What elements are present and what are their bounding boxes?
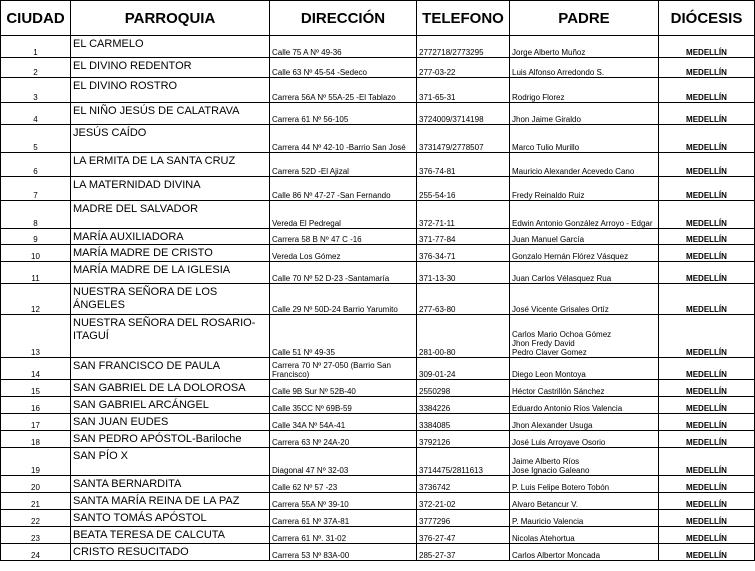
- table-row: [1, 358, 755, 380]
- cell-padre: [510, 36, 659, 58]
- cell-direccion: Calle 70 Nº 52 D-23 -Santamaría: [270, 262, 417, 284]
- table-row: [1, 36, 755, 58]
- cell-padre: [510, 229, 659, 245]
- padre-name: Carlos Albertor Moncada: [512, 551, 601, 560]
- cell-padre: [510, 177, 659, 201]
- cell-telefono: 376-74-81: [417, 153, 510, 177]
- padre-name: Pedro Claver Gomez: [512, 348, 587, 357]
- cell-telefono: 277-03-22: [417, 58, 510, 78]
- cell-direccion: Carrera 55A Nº 39-10: [270, 493, 417, 510]
- table-body: [1, 36, 755, 561]
- cell-diocesis: MEDELLÍN: [659, 229, 755, 245]
- cell-parroquia: LA MATERNIDAD DIVINA: [71, 177, 270, 201]
- cell-parroquia: EL DIVINO ROSTRO: [71, 78, 270, 103]
- cell-padre: [510, 153, 659, 177]
- cell-parroquia: SAN PEDRO APÓSTOL-Bariloche: [71, 431, 270, 448]
- padre-name: Alvaro Betancur V.: [512, 500, 578, 509]
- header-telefono: TELEFONO: [417, 1, 510, 36]
- cell-diocesis: MEDELLÍN: [659, 153, 755, 177]
- cell-direccion: Calle 62 Nº 57 -23: [270, 476, 417, 493]
- cell-telefono: 376-34-71: [417, 245, 510, 262]
- cell-direccion: Carrera 61 Nº 37A-81: [270, 510, 417, 527]
- header-padre: PADRE: [510, 1, 659, 36]
- cell-n: 12: [1, 284, 71, 315]
- padre-name: Jhon Alexander Usuga: [512, 421, 593, 430]
- cell-padre: [510, 262, 659, 284]
- cell-parroquia: EL CARMELO: [71, 36, 270, 58]
- cell-parroquia: SANTA MARÍA REINA DE LA PAZ: [71, 493, 270, 510]
- table-row: [1, 153, 755, 177]
- cell-parroquia: SAN PÍO X: [71, 448, 270, 476]
- cell-n: 7: [1, 177, 71, 201]
- cell-n: 22: [1, 510, 71, 527]
- cell-telefono: 3384226: [417, 397, 510, 414]
- padre-name: Gonzalo Hernán Flórez Vásquez: [512, 252, 629, 261]
- cell-n: 23: [1, 527, 71, 544]
- cell-diocesis: MEDELLÍN: [659, 380, 755, 397]
- table-row: [1, 414, 755, 431]
- cell-diocesis: MEDELLÍN: [659, 397, 755, 414]
- cell-parroquia: EL NIÑO JESÚS DE CALATRAVA: [71, 103, 270, 125]
- padre-name: Jhon Fredy David: [512, 339, 575, 348]
- cell-diocesis: MEDELLÍN: [659, 493, 755, 510]
- table-row: [1, 527, 755, 544]
- cell-parroquia: MADRE DEL SALVADOR: [71, 201, 270, 229]
- cell-diocesis: MEDELLÍN: [659, 476, 755, 493]
- cell-padre: [510, 510, 659, 527]
- padre-name: Jhon Jaime Giraldo: [512, 115, 581, 124]
- table-row: [1, 58, 755, 78]
- cell-telefono: 2550298: [417, 380, 510, 397]
- cell-direccion: Calle 51 Nº 49-35: [270, 315, 417, 358]
- cell-parroquia: SANTO TOMÁS APÓSTOL: [71, 510, 270, 527]
- table-row: [1, 103, 755, 125]
- cell-direccion: Carrera 56A Nº 55A-25 -El Tablazo: [270, 78, 417, 103]
- cell-n: 21: [1, 493, 71, 510]
- cell-diocesis: MEDELLÍN: [659, 431, 755, 448]
- cell-n: 6: [1, 153, 71, 177]
- cell-parroquia: MARÍA MADRE DE LA IGLESIA: [71, 262, 270, 284]
- cell-parroquia: SAN GABRIEL ARCÁNGEL: [71, 397, 270, 414]
- cell-padre: [510, 103, 659, 125]
- cell-padre: [510, 493, 659, 510]
- cell-telefono: 277-63-80: [417, 284, 510, 315]
- cell-diocesis: MEDELLÍN: [659, 125, 755, 153]
- cell-direccion: Carrera 52D -El Ajizal: [270, 153, 417, 177]
- cell-padre: [510, 125, 659, 153]
- cell-n: 20: [1, 476, 71, 493]
- cell-telefono: 3731479/2778507: [417, 125, 510, 153]
- header-diocesis: DIÓCESIS: [659, 1, 755, 36]
- cell-padre: [510, 527, 659, 544]
- cell-padre: [510, 448, 659, 476]
- table-row: [1, 125, 755, 153]
- header-parroquia: PARROQUIA: [71, 1, 270, 36]
- cell-n: 5: [1, 125, 71, 153]
- cell-parroquia: MARÍA MADRE DE CRISTO: [71, 245, 270, 262]
- table-row: [1, 177, 755, 201]
- cell-direccion: Calle 86 Nº 47-27 -San Fernando: [270, 177, 417, 201]
- cell-n: 13: [1, 315, 71, 358]
- padre-name: Jaime Alberto Ríos: [512, 457, 580, 466]
- cell-diocesis: MEDELLÍN: [659, 58, 755, 78]
- table-row: [1, 78, 755, 103]
- cell-n: 19: [1, 448, 71, 476]
- cell-diocesis: MEDELLÍN: [659, 315, 755, 358]
- cell-diocesis: MEDELLÍN: [659, 177, 755, 201]
- cell-parroquia: EL DIVINO REDENTOR: [71, 58, 270, 78]
- cell-parroquia: SAN GABRIEL DE LA DOLOROSA: [71, 380, 270, 397]
- cell-diocesis: MEDELLÍN: [659, 448, 755, 476]
- cell-diocesis: MEDELLÍN: [659, 284, 755, 315]
- padre-name: José Vicente Grisales Ortíz: [512, 305, 609, 314]
- padre-name: Eduardo Antonio Ríos Valencia: [512, 404, 623, 413]
- cell-parroquia: MARÍA AUXILIADORA: [71, 229, 270, 245]
- cell-diocesis: MEDELLÍN: [659, 510, 755, 527]
- cell-diocesis: MEDELLÍN: [659, 36, 755, 58]
- cell-telefono: 371-65-31: [417, 78, 510, 103]
- cell-diocesis: MEDELLÍN: [659, 78, 755, 103]
- table-row: [1, 315, 755, 358]
- cell-diocesis: MEDELLÍN: [659, 245, 755, 262]
- cell-parroquia: SAN FRANCISCO DE PAULA: [71, 358, 270, 380]
- cell-parroquia: BEATA TERESA DE CALCUTA: [71, 527, 270, 544]
- cell-telefono: 309-01-24: [417, 358, 510, 380]
- cell-direccion: Calle 63 Nº 45-54 -Sedeco: [270, 58, 417, 78]
- padre-name: Juan Manuel García: [512, 235, 585, 244]
- cell-telefono: 3714475/2811613: [417, 448, 510, 476]
- table-row: [1, 431, 755, 448]
- padre-name: Diego Leon Montoya: [512, 370, 586, 379]
- padre-name: Héctor Castrillón Sánchez: [512, 387, 605, 396]
- header-ciudad: CIUDAD: [1, 1, 71, 36]
- cell-n: 2: [1, 58, 71, 78]
- cell-padre: [510, 431, 659, 448]
- cell-direccion: Carrera 44 Nº 42-10 -Barrio San José: [270, 125, 417, 153]
- cell-telefono: 281-00-80: [417, 315, 510, 358]
- cell-parroquia: CRISTO RESUCITADO: [71, 544, 270, 561]
- cell-parroquia: NUESTRA SEÑORA DEL ROSARIO-ITAGUÍ: [71, 315, 270, 358]
- cell-padre: [510, 315, 659, 358]
- cell-telefono: 371-77-84: [417, 229, 510, 245]
- table-row: [1, 544, 755, 561]
- cell-direccion: Vereda El Pedregal: [270, 201, 417, 229]
- cell-padre: [510, 284, 659, 315]
- table-row: [1, 397, 755, 414]
- cell-telefono: 376-27-47: [417, 527, 510, 544]
- cell-telefono: 2772718/2773295: [417, 36, 510, 58]
- cell-direccion: Diagonal 47 Nº 32-03: [270, 448, 417, 476]
- cell-diocesis: MEDELLÍN: [659, 414, 755, 431]
- padre-name: Carlos Mario Ochoa Gómez: [512, 330, 612, 339]
- padre-name: Marco Tulio Murillo: [512, 143, 580, 152]
- cell-parroquia: SANTA BERNARDITA: [71, 476, 270, 493]
- padre-name: Fredy Reinaldo Ruiz: [512, 191, 585, 200]
- cell-diocesis: MEDELLÍN: [659, 103, 755, 125]
- cell-n: 14: [1, 358, 71, 380]
- cell-padre: [510, 58, 659, 78]
- cell-telefono: 3777296: [417, 510, 510, 527]
- cell-direccion: Carrera 61 Nº. 31-02: [270, 527, 417, 544]
- cell-telefono: 255-54-16: [417, 177, 510, 201]
- header-row: [1, 1, 755, 36]
- padre-name: P. Mauricio Valencia: [512, 517, 584, 526]
- padre-name: Juan Carlos Vélasquez Rua: [512, 274, 612, 283]
- cell-padre: [510, 476, 659, 493]
- cell-direccion: Carrera 61 Nº 56-105: [270, 103, 417, 125]
- table-row: [1, 262, 755, 284]
- cell-telefono: 3792126: [417, 431, 510, 448]
- cell-diocesis: MEDELLÍN: [659, 527, 755, 544]
- cell-direccion: Calle 34A Nº 54A-41: [270, 414, 417, 431]
- cell-parroquia: SAN JUAN EUDES: [71, 414, 270, 431]
- cell-telefono: 372-71-11: [417, 201, 510, 229]
- cell-parroquia: NUESTRA SEÑORA DE LOS ÁNGELES: [71, 284, 270, 315]
- cell-direccion: Carrera 53 Nº 83A-00: [270, 544, 417, 561]
- cell-direccion: Calle 9B Sur Nº 52B-40: [270, 380, 417, 397]
- cell-padre: [510, 380, 659, 397]
- cell-direccion: Carrera 63 Nº 24A-20: [270, 431, 417, 448]
- cell-padre: [510, 544, 659, 561]
- cell-n: 10: [1, 245, 71, 262]
- padre-name: Rodrigo Florez: [512, 93, 565, 102]
- cell-n: 15: [1, 380, 71, 397]
- table-row: [1, 380, 755, 397]
- table-row: [1, 284, 755, 315]
- cell-padre: [510, 397, 659, 414]
- header-direccion: DIRECCIÓN: [270, 1, 417, 36]
- cell-parroquia: LA ERMITA DE LA SANTA CRUZ: [71, 153, 270, 177]
- padre-name: Edwin Antonio González Arroyo - Edgar: [512, 219, 653, 228]
- cell-padre: [510, 245, 659, 262]
- padre-name: Jorge Alberto Muñoz: [512, 48, 586, 57]
- cell-n: 24: [1, 544, 71, 561]
- cell-padre: [510, 414, 659, 431]
- cell-diocesis: MEDELLÍN: [659, 544, 755, 561]
- padre-name: José Luis Arroyave Osorio: [512, 438, 606, 447]
- cell-direccion: Calle 75 A Nº 49-36: [270, 36, 417, 58]
- table-row: [1, 510, 755, 527]
- table-row: [1, 476, 755, 493]
- cell-telefono: 285-27-37: [417, 544, 510, 561]
- table-row: [1, 201, 755, 229]
- cell-telefono: 3724009/3714198: [417, 103, 510, 125]
- table-row: [1, 245, 755, 262]
- cell-diocesis: MEDELLÍN: [659, 262, 755, 284]
- cell-n: 8: [1, 201, 71, 229]
- cell-direccion: Vereda Los Gómez: [270, 245, 417, 262]
- cell-padre: [510, 358, 659, 380]
- cell-direccion: Carrera 70 Nº 27-050 (Barrio San Francisco): [270, 358, 417, 380]
- cell-n: 3: [1, 78, 71, 103]
- table-row: [1, 448, 755, 476]
- cell-n: 18: [1, 431, 71, 448]
- cell-n: 11: [1, 262, 71, 284]
- cell-direccion: Carrera 58 B Nº 47 C -16: [270, 229, 417, 245]
- cell-parroquia: JESÚS CAÍDO: [71, 125, 270, 153]
- cell-telefono: 371-13-30: [417, 262, 510, 284]
- cell-telefono: 3384085: [417, 414, 510, 431]
- cell-direccion: Calle 29 Nº 50D-24 Barrio Yarumito: [270, 284, 417, 315]
- padre-name: Nicolas Atehortua: [512, 534, 575, 543]
- cell-padre: [510, 201, 659, 229]
- padre-name: Mauricio Alexander Acevedo Cano: [512, 167, 635, 176]
- table-row: [1, 229, 755, 245]
- cell-n: 4: [1, 103, 71, 125]
- cell-n: 9: [1, 229, 71, 245]
- padre-name: Jose Ignacio Galeano: [512, 466, 590, 475]
- cell-n: 1: [1, 36, 71, 58]
- cell-n: 16: [1, 397, 71, 414]
- cell-direccion: Calle 35CC Nº 69B-59: [270, 397, 417, 414]
- cell-diocesis: MEDELLÍN: [659, 201, 755, 229]
- cell-diocesis: MEDELLÍN: [659, 358, 755, 380]
- cell-telefono: 372-21-02: [417, 493, 510, 510]
- cell-n: 17: [1, 414, 71, 431]
- padre-name: Luis Alfonso Arredondo S.: [512, 68, 605, 77]
- table-row: [1, 493, 755, 510]
- cell-padre: [510, 78, 659, 103]
- cell-telefono: 3736742: [417, 476, 510, 493]
- padre-name: P. Luis Felipe Botero Tobón: [512, 483, 610, 492]
